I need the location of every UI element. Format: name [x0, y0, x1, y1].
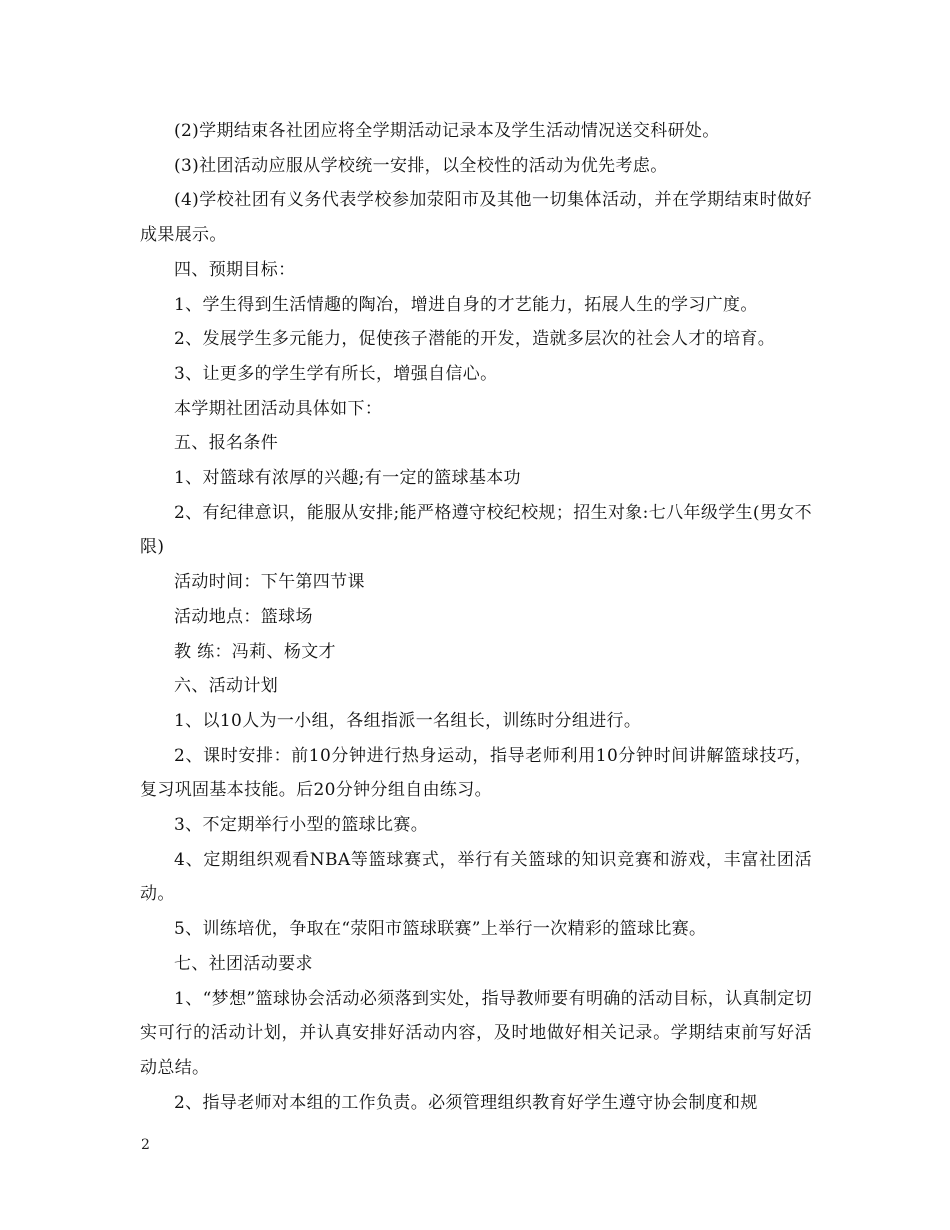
paragraph-registration-2: 2、有纪律意识，能服从安排;能严格遵守校纪校规；招生对象:七八年级学生(男女不限) — [140, 502, 812, 558]
paragraph-activity-location: 活动地点：篮球场 — [174, 606, 313, 627]
paragraph-plan-3: 3、不定期举行小型的篮球比赛。 — [174, 815, 429, 836]
paragraph-activity-time: 活动时间：下午第四节课 — [174, 572, 365, 593]
paragraph-goal-3: 3、让更多的学生学有所长，增强自信心。 — [174, 363, 498, 384]
paragraph-requirement-2: 2、指导老师对本组的工作负责。必须管理组织教育好学生遵守协会制度和规 — [174, 1092, 758, 1113]
section-heading-requirements: 七、社团活动要求 — [174, 953, 313, 974]
paragraph-school-arrangement: (3)社团活动应服从学校统一安排，以全校性的活动为优先考虑。 — [174, 155, 668, 176]
paragraph-activity-intro: 本学期社团活动具体如下： — [174, 398, 383, 419]
paragraph-semester-end-records: (2)学期结束各社团应将全学期活动记录本及学生活动情况送交科研处。 — [174, 121, 720, 141]
paragraph-plan-5: 5、训练培优，争取在“荥阳市篮球联赛”上举行一次精彩的篮球比赛。 — [174, 919, 707, 940]
paragraph-goal-2: 2、发展学生多元能力，促使孩子潜能的开发，造就多层次的社会人才的培育。 — [174, 329, 776, 350]
paragraph-plan-1: 1、以10人为一小组，各组指派一名组长，训练时分组进行。 — [174, 710, 642, 731]
paragraph-goal-1: 1、学生得到生活情趣的陶冶，增进自身的才艺能力，拓展人生的学习广度。 — [174, 294, 758, 315]
paragraph-represent-school: (4)学校社团有义务代表学校参加荥阳市及其他一切集体活动，并在学期结束时做好成果展示。 — [140, 190, 812, 246]
section-heading-activity-plan: 六、活动计划 — [174, 676, 279, 697]
paragraph-plan-2: 2、课时安排：前10分钟进行热身运动，指导老师利用10分钟时间讲解篮球技巧，复习巩固基本技能。后20分钟分组自由练习。 — [140, 745, 812, 801]
paragraph-coaches: 教 练：冯莉、杨文才 — [174, 641, 336, 662]
paragraph-requirement-1: 1、“梦想”篮球协会活动必须落到实处，指导教师要有明确的活动目标，认真制定切实可行的活动计划，并认真安排好活动内容，及时地做好相关记录。学期结束前写好活动总结。 — [140, 988, 812, 1078]
paragraph-plan-4: 4、定期组织观看NBA等篮球赛式，举行有关篮球的知识竞赛和游戏，丰富社团活动。 — [140, 849, 812, 905]
page-number: 2 — [141, 1137, 150, 1153]
document-body — [140, 114, 812, 1120]
section-heading-expected-goals: 四、预期目标： — [174, 259, 296, 280]
section-heading-registration: 五、报名条件 — [174, 433, 279, 454]
paragraph-registration-1: 1、对篮球有浓厚的兴趣;有一定的篮球基本功 — [174, 468, 521, 489]
